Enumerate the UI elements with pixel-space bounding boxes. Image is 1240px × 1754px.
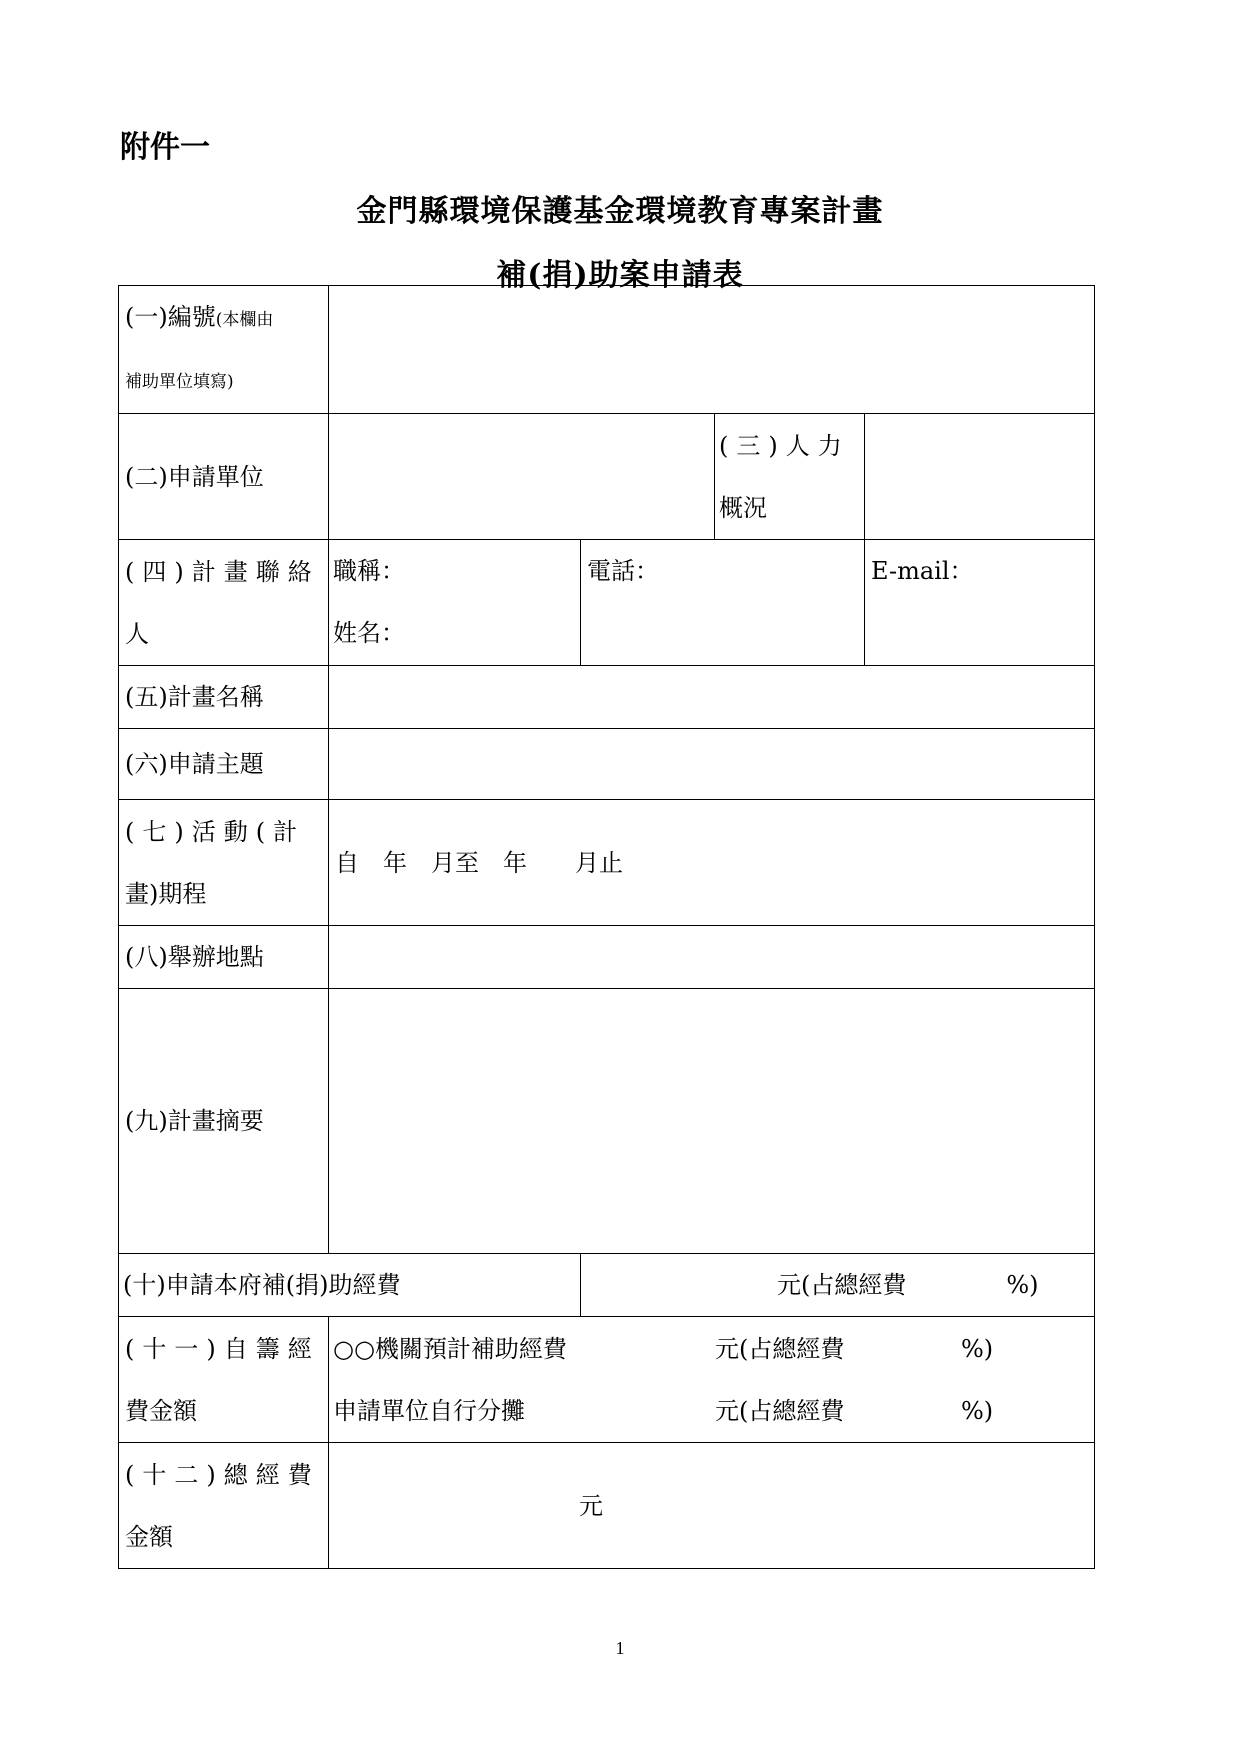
self-funding-agency-percent: %) (961, 1334, 994, 1363)
activity-period-text: 自 年 月至 年 月止 (335, 848, 623, 877)
total-funding-unit: 元 (579, 1491, 603, 1520)
self-funding-applicant-amount: 元(占總經費 (715, 1396, 845, 1425)
contact-email-field[interactable] (865, 540, 1095, 666)
self-funding-applicant-percent: %) (961, 1396, 994, 1425)
contact-email-label: E-mail： (871, 557, 974, 585)
applicant-unit-label-text: (二)申請單位 (125, 462, 264, 491)
serial-number-note-2: 補助單位填寫) (125, 372, 234, 392)
activity-period-label (119, 800, 329, 926)
self-funding-label-line1: (十一)自籌經 (125, 1334, 320, 1363)
project-name-field[interactable] (329, 666, 1095, 729)
activity-period-label-line1: (七)活動(計 (125, 817, 306, 846)
row-application-theme (119, 729, 1095, 800)
applicant-unit-label (119, 414, 329, 540)
requested-subsidy-label (119, 1254, 581, 1317)
page-number: 1 (615, 1638, 625, 1658)
contact-person-label-line1: (四)計畫聯絡 (125, 557, 320, 586)
self-funding-agency-amount: 元(占總經費 (715, 1334, 845, 1363)
document-subtitle: 補(捐)助案申請表 (496, 258, 744, 293)
manpower-label-line1: (三)人力 (719, 431, 850, 460)
requested-subsidy-field[interactable] (581, 1254, 1095, 1317)
total-funding-label-line1: (十二)總經費 (125, 1460, 320, 1489)
contact-phone-field[interactable] (581, 540, 865, 666)
contact-name-label: 姓名： (333, 619, 405, 647)
manpower-field[interactable] (865, 414, 1095, 540)
contact-phone-label: 電話： (587, 557, 659, 585)
row-activity-period (119, 800, 1095, 926)
self-funding-field[interactable] (329, 1317, 1095, 1443)
application-theme-field[interactable] (329, 729, 1095, 800)
activity-period-label-line2: 畫)期程 (125, 879, 207, 908)
application-theme-label-text: (六)申請主題 (125, 750, 264, 778)
annex-label: 附件一 (120, 130, 210, 165)
total-funding-field[interactable] (329, 1443, 1095, 1569)
contact-title-name-field[interactable] (329, 540, 581, 666)
self-funding-label-line2: 費金額 (125, 1396, 197, 1425)
project-summary-field[interactable] (329, 989, 1095, 1254)
self-funding-source-applicant: 申請單位自行分攤 (333, 1396, 525, 1425)
application-form-table (118, 285, 1095, 1569)
requested-subsidy-label-text: (十)申請本府補(捐)助經費 (123, 1271, 401, 1299)
self-funding-label (119, 1317, 329, 1443)
manpower-label (715, 414, 865, 540)
project-summary-label-text: (九)計畫摘要 (125, 1107, 264, 1135)
row-serial-number (119, 286, 1095, 414)
venue-label-text: (八)舉辦地點 (125, 943, 264, 971)
project-summary-label (119, 989, 329, 1254)
applicant-unit-field[interactable] (329, 414, 715, 540)
document-title: 金門縣環境保護基金環境教育專案計畫 (356, 194, 884, 229)
row-total-funding (119, 1443, 1095, 1569)
contact-person-label (119, 540, 329, 666)
activity-period-field[interactable] (329, 800, 1095, 926)
application-theme-label (119, 729, 329, 800)
self-funding-source-agency: ○○機關預計補助經費 (333, 1334, 567, 1363)
row-venue (119, 926, 1095, 989)
serial-number-label-main: (一)編號 (125, 303, 216, 331)
row-project-name (119, 666, 1095, 729)
contact-title-label: 職稱： (333, 557, 405, 585)
row-project-summary (119, 989, 1095, 1254)
contact-person-label-line2: 人 (125, 619, 149, 648)
project-name-label-text: (五)計畫名稱 (125, 683, 264, 711)
venue-field[interactable] (329, 926, 1095, 989)
row-self-funding (119, 1317, 1095, 1443)
venue-label (119, 926, 329, 989)
total-funding-label (119, 1443, 329, 1569)
requested-subsidy-percent: %) (1006, 1271, 1039, 1299)
serial-number-note-1: (本欄由 (215, 310, 274, 330)
manpower-label-line2: 概況 (719, 493, 767, 522)
requested-subsidy-amount-text: 元(占總經費 (777, 1271, 907, 1299)
serial-number-field[interactable] (329, 286, 1095, 414)
row-applicant-unit (119, 414, 1095, 540)
project-name-label (119, 666, 329, 729)
serial-number-label (119, 286, 329, 414)
row-requested-subsidy (119, 1254, 1095, 1317)
row-contact-person (119, 540, 1095, 666)
total-funding-label-line2: 金額 (125, 1522, 173, 1551)
